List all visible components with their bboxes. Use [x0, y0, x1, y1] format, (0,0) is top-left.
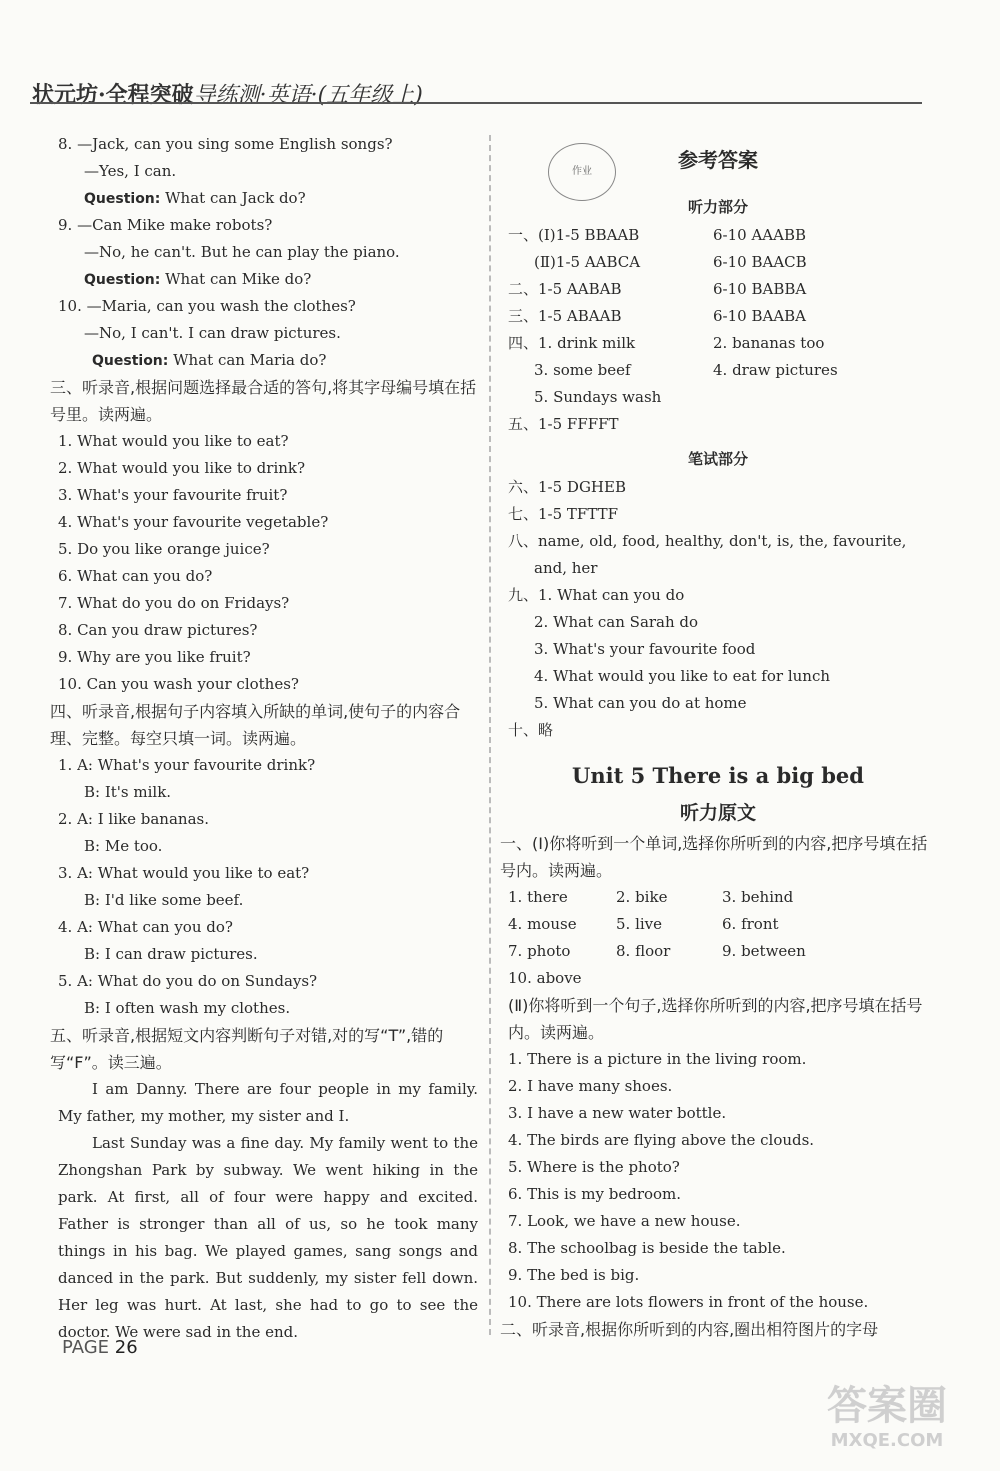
- answer-right: 2. bananas too: [713, 334, 825, 352]
- list-item: 8. The schoolbag is beside the table.: [508, 1239, 786, 1257]
- source-section-2-instructions: 二、听录音,根据你所听到的内容,圈出相符图片的字母: [500, 1320, 879, 1339]
- written-part-title: 笔试部分: [687, 450, 748, 468]
- page-label: PAGE: [62, 1337, 110, 1358]
- answers-title: 参考答案: [678, 148, 758, 172]
- passage-paragraph-1: I am Danny. There are four people in my family. My father, my mother, my sister and I.: [58, 1080, 478, 1125]
- answer-line: 2. What can Sarah do: [534, 613, 699, 631]
- list-item: 2. What would you like to drink?: [58, 459, 306, 477]
- answer-row: [508, 357, 928, 384]
- word-row: [508, 884, 928, 911]
- question-text: What can Jack do?: [160, 189, 306, 207]
- list-item: 5. Do you like orange juice?: [58, 540, 270, 558]
- page-header: [32, 78, 423, 109]
- page-num: 26: [114, 1337, 138, 1358]
- left-column: [50, 131, 478, 1346]
- q8-line: 8. —Jack, can you sing some English songs?: [58, 135, 393, 153]
- answer-line: 六、1-5 DGHEB: [508, 478, 626, 496]
- dialog-b: B: Me too.: [84, 837, 163, 855]
- dialog-b: B: I can draw pictures.: [84, 945, 258, 963]
- answer-line: and, her: [534, 559, 598, 577]
- section-5-instructions: 五、听录音,根据短文内容判断句子对错,对的写“T”,错的写“F”。读三遍。: [50, 1026, 444, 1072]
- column-divider: [489, 135, 491, 1335]
- list-item: 9. Why are you like fruit?: [58, 648, 251, 666]
- word: 6. front: [722, 915, 779, 933]
- q9-answer: —No, he can't. But he can play the piano.: [84, 243, 400, 261]
- answer-right: 6-10 AAABB: [713, 226, 807, 244]
- dialog-b: B: I often wash my clothes.: [84, 999, 291, 1017]
- word: 10. above: [508, 969, 582, 987]
- q9-question: [58, 266, 478, 293]
- list-item: 5. Where is the photo?: [508, 1158, 680, 1176]
- question-label: Question:: [92, 353, 169, 369]
- answer-left: (Ⅱ)1-5 AABCA: [534, 253, 641, 271]
- dialog-a: 3. A: What would you like to eat?: [58, 864, 310, 882]
- answer-line: 七、1-5 TFTTF: [508, 505, 619, 523]
- word: 2. bike: [616, 888, 668, 906]
- q10-question: [58, 347, 478, 374]
- answer-row: [508, 249, 928, 276]
- answer-right: 4. draw pictures: [713, 361, 838, 379]
- answer-right: 6-10 BAACB: [713, 253, 807, 271]
- dialog-a: 2. A: I like bananas.: [58, 810, 209, 828]
- answer-line: 3. What's your favourite food: [534, 640, 756, 658]
- dialog-a: 4. A: What can you do?: [58, 918, 233, 936]
- word: 1. there: [508, 888, 568, 906]
- listening-part-title: 听力部分: [687, 198, 748, 216]
- q8-answer: —Yes, I can.: [84, 162, 177, 180]
- answer-line: 4. What would you like to eat for lunch: [534, 667, 831, 685]
- word: 3. behind: [722, 888, 794, 906]
- word: 4. mouse: [508, 915, 577, 933]
- answer-line: 九、1. What can you do: [508, 586, 685, 604]
- list-item: 4. What's your favourite vegetable?: [58, 513, 329, 531]
- header-rule: [30, 102, 922, 104]
- list-item: 6. This is my bedroom.: [508, 1185, 682, 1203]
- q9-line: 9. —Can Mike make robots?: [58, 216, 273, 234]
- section-4-list: [58, 752, 478, 1022]
- word-row: [508, 911, 928, 938]
- listening-source-title: 听力原文: [679, 802, 756, 824]
- list-item: 10. There are lots flowers in front of the house.: [508, 1293, 869, 1311]
- question-text: What can Maria do?: [168, 351, 327, 369]
- answer-line: 5. What can you do at home: [534, 694, 747, 712]
- dialog-b: B: It's milk.: [84, 783, 172, 801]
- answer-row: [508, 276, 928, 303]
- answer-row: [508, 222, 928, 249]
- right-column: [500, 131, 928, 1343]
- page-number: [62, 1337, 138, 1358]
- word: 8. floor: [616, 942, 671, 960]
- homework-stamp-icon: 作业: [548, 143, 616, 201]
- q10-line: 10. —Maria, can you wash the clothes?: [58, 297, 356, 315]
- word: 5. live: [616, 915, 663, 933]
- passage-paragraph-2: Last Sunday was a fine day. My family went to the Zhongshan Park by subway. We went hiking in the park. At first, all of four were happy and excited. Father is stronger than all of us, so he took many things in his bag. We played games, sang songs and danced in the park. But suddenly, my sister fell down. Her leg was hurt. At last, she had to go to see the doctor. We were sad in the end.: [58, 1134, 478, 1341]
- sentence-list: [508, 1046, 928, 1316]
- list-item: 1. There is a picture in the living room.: [508, 1050, 807, 1068]
- watermark-text: 答案圈: [827, 1383, 947, 1429]
- unit-title: Unit 5 There is a big bed: [572, 763, 864, 788]
- list-item: 2. I have many shoes.: [508, 1077, 673, 1095]
- q8-question: [58, 185, 478, 212]
- list-item: 1. What would you like to eat?: [58, 432, 289, 450]
- answer-line: 十、略: [508, 721, 554, 739]
- question-label: Question:: [84, 191, 161, 207]
- answer-left: 三、1-5 ABAAB: [508, 307, 622, 325]
- question-label: Question:: [84, 272, 161, 288]
- watermark-url: MXQE.COM: [830, 1430, 944, 1451]
- book-subtitle: 导练测·英语·(五年级上): [193, 83, 423, 108]
- q10-answer: —No, I can't. I can draw pictures.: [84, 324, 341, 342]
- answer-right: 6-10 BAABA: [713, 307, 807, 325]
- list-item: 3. What's your favourite fruit?: [58, 486, 288, 504]
- list-item: 8. Can you draw pictures?: [58, 621, 258, 639]
- answer-left: 一、(Ⅰ)1-5 BBAAB: [508, 226, 640, 244]
- dialog-b: B: I'd like some beef.: [84, 891, 244, 909]
- list-item: 4. The birds are flying above the clouds.: [508, 1131, 815, 1149]
- answer-left: 3. some beef: [534, 361, 631, 379]
- list-item: 7. What do you do on Fridays?: [58, 594, 290, 612]
- word: 9. between: [722, 942, 806, 960]
- word-row: [508, 938, 928, 965]
- answer-row: [508, 330, 928, 357]
- list-item: 7. Look, we have a new house.: [508, 1212, 741, 1230]
- question-text: What can Mike do?: [160, 270, 312, 288]
- list-item: 10. Can you wash your clothes?: [58, 675, 299, 693]
- source-section-1-instructions: 一、(Ⅰ)你将听到一个单词,选择你所听到的内容,把序号填在括号内。读两遍。: [500, 834, 928, 880]
- answer-line: 五、1-5 FFFFT: [508, 415, 619, 433]
- list-item: 3. I have a new water bottle.: [508, 1104, 727, 1122]
- word: 7. photo: [508, 942, 571, 960]
- section-3-list: [58, 428, 478, 698]
- list-item: 9. The bed is big.: [508, 1266, 640, 1284]
- section-4-instructions: 四、听录音,根据句子内容填入所缺的单词,使句子的内容合理、完整。每空只填一词。读两遍。: [50, 702, 461, 748]
- answer-line: 5. Sundays wash: [534, 388, 662, 406]
- answer-line: 八、name, old, food, healthy, don't, is, the, favourite,: [508, 532, 907, 550]
- answer-row: [508, 303, 928, 330]
- watermark-logo-icon: [792, 1382, 982, 1454]
- list-item: 6. What can you do?: [58, 567, 213, 585]
- brand-title: 状元坊·全程突破: [32, 82, 194, 108]
- answer-right: 6-10 BABBA: [713, 280, 807, 298]
- answer-left: 四、1. drink milk: [508, 334, 636, 352]
- dialog-a: 5. A: What do you do on Sundays?: [58, 972, 318, 990]
- answer-left: 二、1-5 AABAB: [508, 280, 622, 298]
- source-section-1b-instructions: (Ⅱ)你将听到一个句子,选择你所听到的内容,把序号填在括号内。读两遍。: [508, 996, 923, 1042]
- dialog-a: 1. A: What's your favourite drink?: [58, 756, 316, 774]
- section-3-instructions: 三、听录音,根据问题选择最合适的答句,将其字母编号填在括号里。读两遍。: [50, 378, 477, 424]
